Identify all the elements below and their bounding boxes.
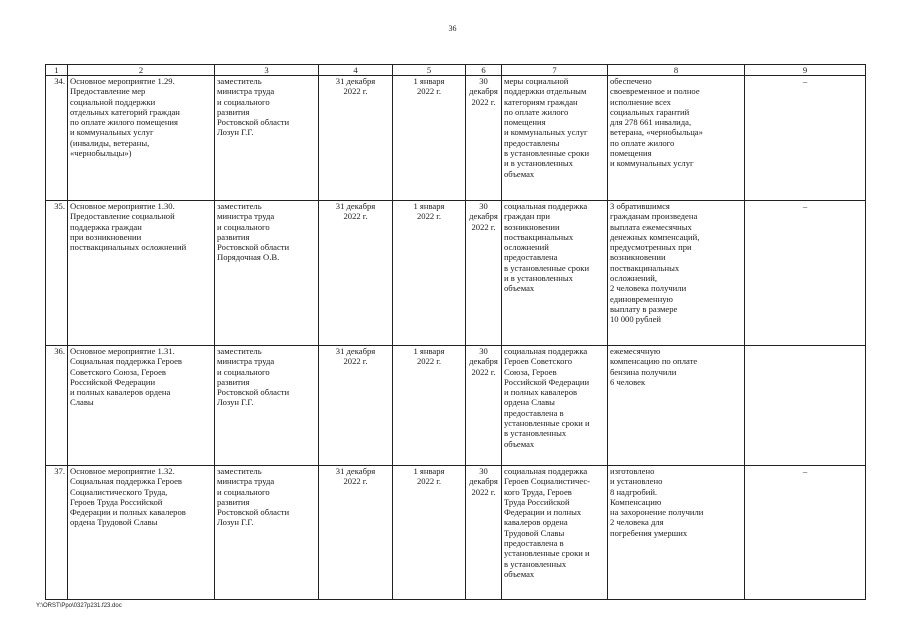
executor: заместитель министра труда и социального развития Ростовской области Лозун Г.Г.: [215, 76, 319, 201]
column-header: 7: [502, 65, 608, 76]
column-header: 5: [393, 65, 466, 76]
executor: заместитель министра труда и социального развития Ростовской области Лозун Г.Г.: [215, 466, 319, 600]
file-path-footer: Y:\ORST\Ppo\0327p231.f23.doc: [36, 603, 122, 609]
expected-result: меры социальной поддержки отдельным категориям граждан по оплате жилого помещения и коммунальных услуг предоставлены в установленные сроки и в установленных объемах: [502, 76, 608, 201]
end-date: 30 декабря 2022 г.: [466, 201, 502, 346]
table-row: [46, 201, 866, 346]
executor: заместитель министра труда и социального развития Ростовской области Порядочная О.В.: [215, 201, 319, 346]
expected-result: социальная поддержка граждан при возникновении поствакцинальных осложнений предоставлена в установленные сроки и в установленных объемах: [502, 201, 608, 346]
page-number: 36: [448, 24, 457, 33]
note: –: [745, 76, 866, 201]
expected-result: социальная поддержка Героев Советского Союза, Героев Российской Федерации и полных кавалеров ордена Славы предоставлена в установленные сроки и в установленных объемах: [502, 346, 608, 466]
report-table: [45, 64, 866, 600]
start-date: 1 января 2022 г.: [393, 466, 466, 600]
column-header: 4: [319, 65, 393, 76]
executor: заместитель министра труда и социального развития Ростовской области Лозун Г.Г.: [215, 346, 319, 466]
table-row: [46, 76, 866, 201]
planned-date: 31 декабря 2022 г.: [319, 466, 393, 600]
column-header: 2: [68, 65, 215, 76]
end-date: 30 декабря 2022 г.: [466, 346, 502, 466]
start-date: 1 января 2022 г.: [393, 76, 466, 201]
column-header: 6: [466, 65, 502, 76]
start-date: 1 января 2022 г.: [393, 201, 466, 346]
expected-result: социальная поддержка Героев Социалистичес- кого Труда, Героев Труда Российской Федерации и полных кавалеров ордена Трудовой Славы предоставлена в установленные сроки и в установленных объемах: [502, 466, 608, 600]
measure-name: Основное мероприятие 1.31. Социальная поддержка Героев Советского Союза, Героев Российской Федерации и полных кавалеров ордена Славы: [68, 346, 215, 466]
column-header: 3: [215, 65, 319, 76]
planned-date: 31 декабря 2022 г.: [319, 76, 393, 201]
planned-date: 31 декабря 2022 г.: [319, 201, 393, 346]
measure-name: Основное мероприятие 1.32. Социальная поддержка Героев Социалистического Труда, Героев Труда Российской Федерации и полных кавалеров ордена Трудовой Славы: [68, 466, 215, 600]
row-number: 35.: [46, 201, 68, 346]
row-number: 37.: [46, 466, 68, 600]
table-row: [46, 466, 866, 600]
measure-name: Основное мероприятие 1.30. Предоставление социальной поддержка граждан при возникновении поствакцинальных осложнений: [68, 201, 215, 346]
note: –: [745, 466, 866, 600]
note: [745, 346, 866, 466]
note: –: [745, 201, 866, 346]
column-header: 1: [46, 65, 68, 76]
actual-result: 3 обратившимся гражданам произведена выплата ежемесячных денежных компенсаций, предусмотренных при возникновении поствакцинальных осложнений, 2 человека получили единовременную выплату в размере 10 000 рублей: [608, 201, 745, 346]
end-date: 30 декабря 2022 г.: [466, 76, 502, 201]
column-header: 9: [745, 65, 866, 76]
planned-date: 31 декабря 2022 г.: [319, 346, 393, 466]
start-date: 1 января 2022 г.: [393, 346, 466, 466]
actual-result: обеспечено своевременное и полное исполнение всех социальных гарантий для 278 661 инвалида, ветерана, «чернобыльца» по оплате жилого помещения и коммунальных услуг: [608, 76, 745, 201]
measure-name: Основное мероприятие 1.29. Предоставление мер социальной поддержки отдельных категорий граждан по оплате жилого помещения и коммунальных услуг (инвалиды, ветераны, «чернобыльцы»): [68, 76, 215, 201]
row-number: 34.: [46, 76, 68, 201]
actual-result: изготовлено и установлено 8 надгробий. Компенсацию на захоронение получили 2 человека для погребения умерших: [608, 466, 745, 600]
table-header-row: [46, 65, 866, 76]
table-row: [46, 346, 866, 466]
row-number: 36.: [46, 346, 68, 466]
actual-result: ежемесячную компенсацию по оплате бензина получили 6 человек: [608, 346, 745, 466]
end-date: 30 декабря 2022 г.: [466, 466, 502, 600]
column-header: 8: [608, 65, 745, 76]
